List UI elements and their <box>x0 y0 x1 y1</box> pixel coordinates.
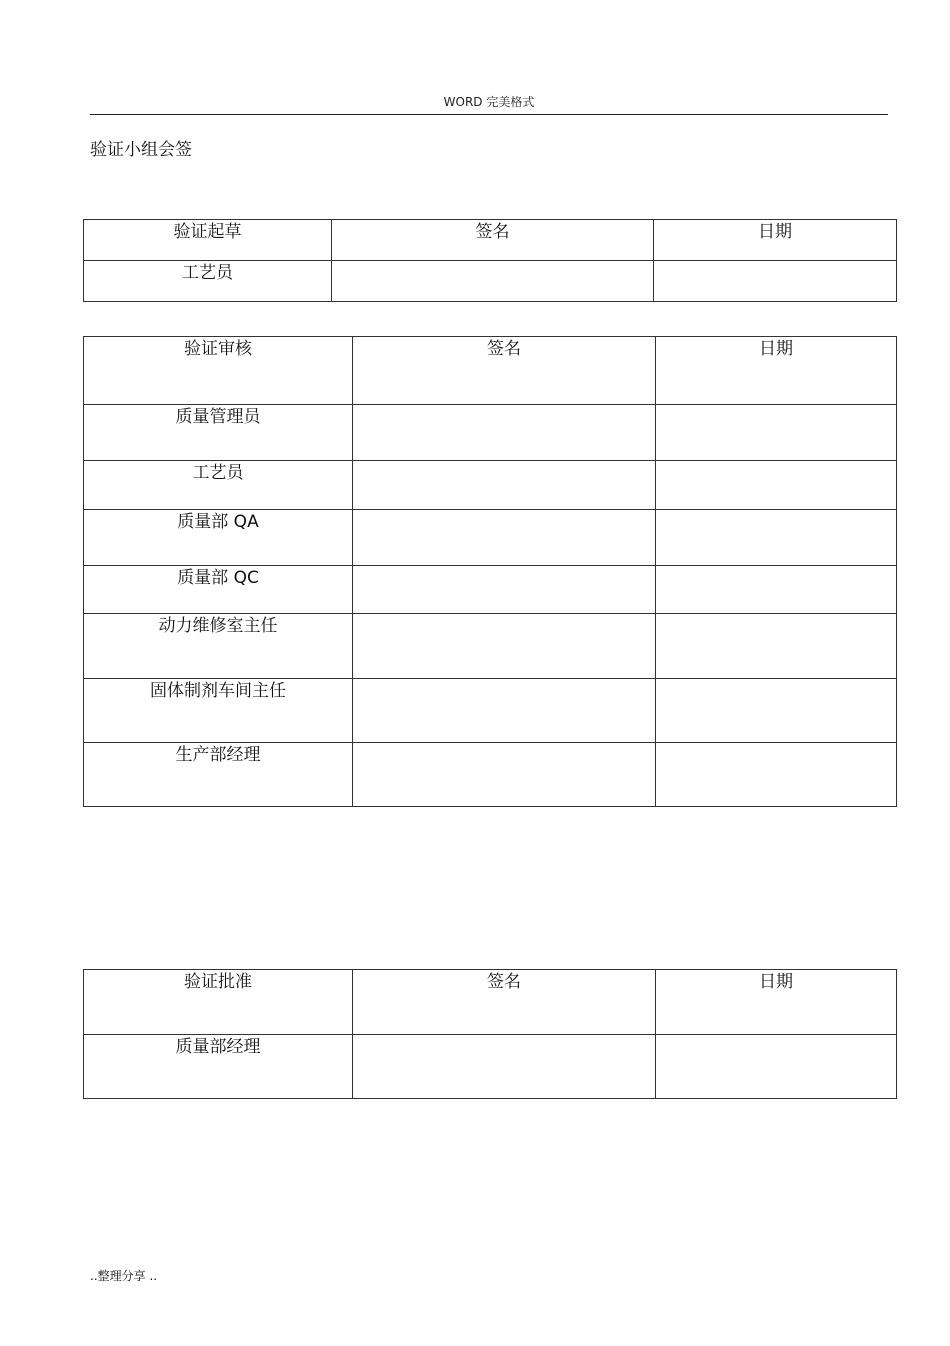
date-cell <box>656 461 897 510</box>
role-cell: 质量管理员 <box>84 405 353 461</box>
table-row <box>84 261 897 302</box>
draft-signature-table <box>83 219 897 302</box>
table-header-row <box>84 970 897 1035</box>
signature-cell <box>332 261 654 302</box>
table-row <box>84 566 897 614</box>
date-cell <box>656 1035 897 1099</box>
table-row <box>84 743 897 807</box>
footer-text: ..整理分享 .. <box>90 1269 158 1283</box>
role-cell: 工艺员 <box>84 261 332 302</box>
table-row <box>84 1035 897 1099</box>
section-title: 验证小组会签 <box>90 140 192 160</box>
table-row <box>84 461 897 510</box>
header-cell-signature: 签名 <box>353 337 656 405</box>
table-row <box>84 614 897 679</box>
role-cell: 动力维修室主任 <box>84 614 353 679</box>
header-cell-role: 验证起草 <box>84 220 332 261</box>
date-cell <box>656 405 897 461</box>
header-cell-signature: 签名 <box>353 970 656 1035</box>
signature-cell <box>353 566 656 614</box>
date-cell <box>654 261 897 302</box>
table-header-row <box>84 337 897 405</box>
signature-cell <box>353 405 656 461</box>
table-row <box>84 679 897 743</box>
role-cell: 工艺员 <box>84 461 353 510</box>
signature-cell <box>353 510 656 566</box>
signature-cell <box>353 679 656 743</box>
header-cell-date: 日期 <box>654 220 897 261</box>
role-cell: 生产部经理 <box>84 743 353 807</box>
table-row <box>84 405 897 461</box>
signature-cell <box>353 461 656 510</box>
header-text: WORD 完美格式 <box>443 95 535 109</box>
review-signature-table <box>83 336 897 807</box>
page-footer <box>90 1267 157 1285</box>
date-cell <box>656 510 897 566</box>
role-cell: 质量部经理 <box>84 1035 353 1099</box>
date-cell <box>656 614 897 679</box>
role-cell: 质量部 QC <box>84 566 353 614</box>
table-header-row <box>84 220 897 261</box>
role-cell: 固体制剂车间主任 <box>84 679 353 743</box>
header-cell-signature: 签名 <box>332 220 654 261</box>
approve-signature-table <box>83 969 897 1099</box>
header-cell-date: 日期 <box>656 970 897 1035</box>
date-cell <box>656 566 897 614</box>
date-cell <box>656 743 897 807</box>
table-row <box>84 510 897 566</box>
header-cell-date: 日期 <box>656 337 897 405</box>
date-cell <box>656 679 897 743</box>
page-header <box>90 92 888 115</box>
signature-cell <box>353 1035 656 1099</box>
role-cell: 质量部 QA <box>84 510 353 566</box>
header-cell-role: 验证审核 <box>84 337 353 405</box>
signature-cell <box>353 743 656 807</box>
header-cell-role: 验证批准 <box>84 970 353 1035</box>
signature-cell <box>353 614 656 679</box>
